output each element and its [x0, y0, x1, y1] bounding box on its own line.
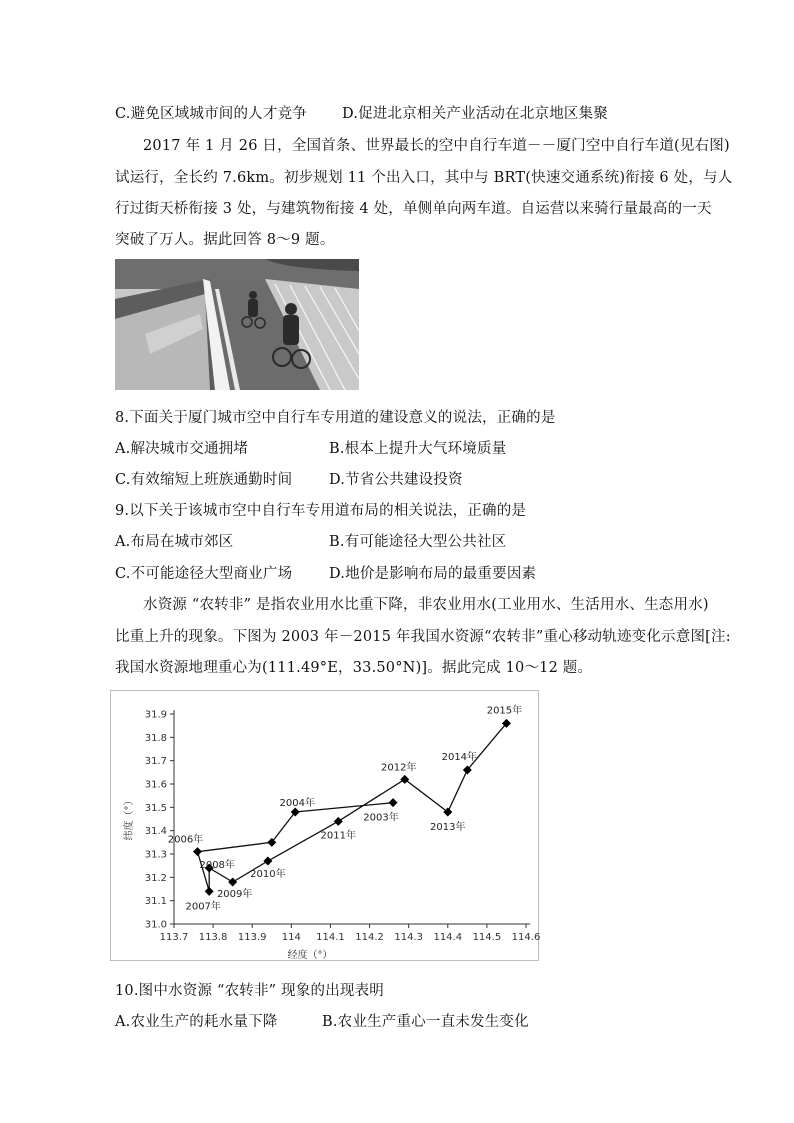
q8-option-d: D.节省公共建设投资: [329, 472, 463, 488]
question-9: 9.以下关于该城市空中自行车专用道布局的相关说法，正确的是: [115, 503, 527, 519]
y-tick-label: 31.0: [144, 919, 167, 931]
q10-option-b: B.农业生产重心一直未发生变化: [322, 1014, 529, 1030]
option-d-prev: D.促进北京相关产业活动在北京地区集聚: [342, 106, 609, 122]
point-label: 2015年: [486, 705, 523, 717]
y-tick-label: 31.2: [144, 872, 167, 884]
bike-lane-illustration: [115, 259, 359, 390]
point-label: 2007年: [185, 901, 221, 913]
y-tick-label: 31.7: [144, 756, 167, 768]
x-tick-label: 114: [281, 932, 301, 943]
y-tick-label: 31.9: [144, 709, 167, 721]
point-label: 2012年: [381, 762, 417, 774]
q8-option-b: B.根本上提升大气环境质量: [329, 441, 507, 457]
y-tick-label: 31.8: [144, 732, 167, 744]
water-passage-line-1: 水资源 “农转非” 是指农业用水比重下降，非农业用水(工业用水、生活用水、生态用水): [143, 597, 709, 613]
x-axis-label: 经度（°）: [287, 950, 333, 961]
q8-option-c: C.有效缩短上班族通勤时间: [115, 472, 293, 488]
x-tick-label: 113.9: [237, 932, 267, 943]
x-tick-label: 114.3: [394, 932, 423, 943]
point-label: 2009年: [216, 889, 253, 900]
option-c-prev: C.避免区域城市间的人才竞争: [115, 106, 307, 122]
point-label: 2010年: [250, 869, 286, 880]
q9-option-a: A.布局在城市郊区: [115, 534, 234, 550]
x-tick-label: 113.8: [198, 932, 228, 943]
point-label: 2003年: [363, 812, 399, 824]
question-10: 10.图中水资源 “农转非” 现象的出现表明: [115, 983, 385, 999]
passage-line-1: 2017 年 1 月 26 日，全国首条、世界最长的空中自行车道－－厦门空中自行车道(见右图): [143, 138, 730, 154]
passage-line-3: 行过街天桥衔接 3 处，与建筑物衔接 4 处，单侧单向两车道。自运营以来骑行量最高的一天: [115, 201, 712, 217]
q10-option-a: A.农业生产的耗水量下降: [115, 1014, 278, 1030]
question-8: 8.下面关于厦门城市空中自行车专用道的建设意义的说法，正确的是: [115, 410, 556, 426]
point-label: 2006年: [167, 834, 204, 846]
y-tick-label: 31.4: [144, 826, 167, 838]
x-tick-label: 114.4: [433, 932, 463, 943]
point-label: 2008年: [199, 860, 235, 871]
q8-option-a: A.解决城市交通拥堵: [115, 441, 249, 457]
x-tick-label: 114.1: [316, 932, 345, 943]
passage-line-2: 试运行，全长约 7.6km。初步规划 11 个出入口，其中与 BRT(快速交通系统)衔接 6 处，与人: [115, 170, 733, 186]
y-axis-label: 纬度（°）: [124, 795, 135, 841]
x-tick-label: 113.7: [159, 932, 189, 943]
y-tick-label: 31.3: [144, 849, 167, 861]
chart-frame: [111, 691, 539, 961]
point-label: 2013年: [430, 822, 466, 833]
q9-option-c: C.不可能途径大型商业广场: [115, 566, 293, 582]
point-label: 2014年: [441, 752, 478, 763]
y-tick-label: 31.1: [144, 896, 167, 908]
passage-line-4: 突破了万人。据此回答 8～9 题。: [115, 232, 335, 248]
x-tick-label: 114.2: [355, 932, 384, 943]
y-tick-label: 31.6: [144, 779, 167, 791]
x-tick-label: 114.6: [511, 932, 540, 943]
water-passage-line-2: 比重上升的现象。下图为 2003 年－2015 年我国水资源“农转非”重心移动轨迹变化示意图[注:: [115, 629, 731, 645]
water-passage-line-3: 我国水资源地理重心为(111.49°E，33.50°N)]。据此完成 10～12 题。: [115, 660, 593, 676]
bike-lane-photo: [115, 259, 359, 390]
water-gravity-center-chart: [110, 690, 540, 962]
point-label: 2004年: [279, 798, 315, 809]
q9-option-d: D.地价是影响布局的最重要因素: [329, 566, 537, 582]
q9-option-b: B.有可能途径大型公共社区: [329, 534, 507, 550]
point-label: 2011年: [320, 830, 356, 842]
y-tick-label: 31.5: [144, 802, 167, 814]
x-tick-label: 114.5: [472, 932, 502, 943]
